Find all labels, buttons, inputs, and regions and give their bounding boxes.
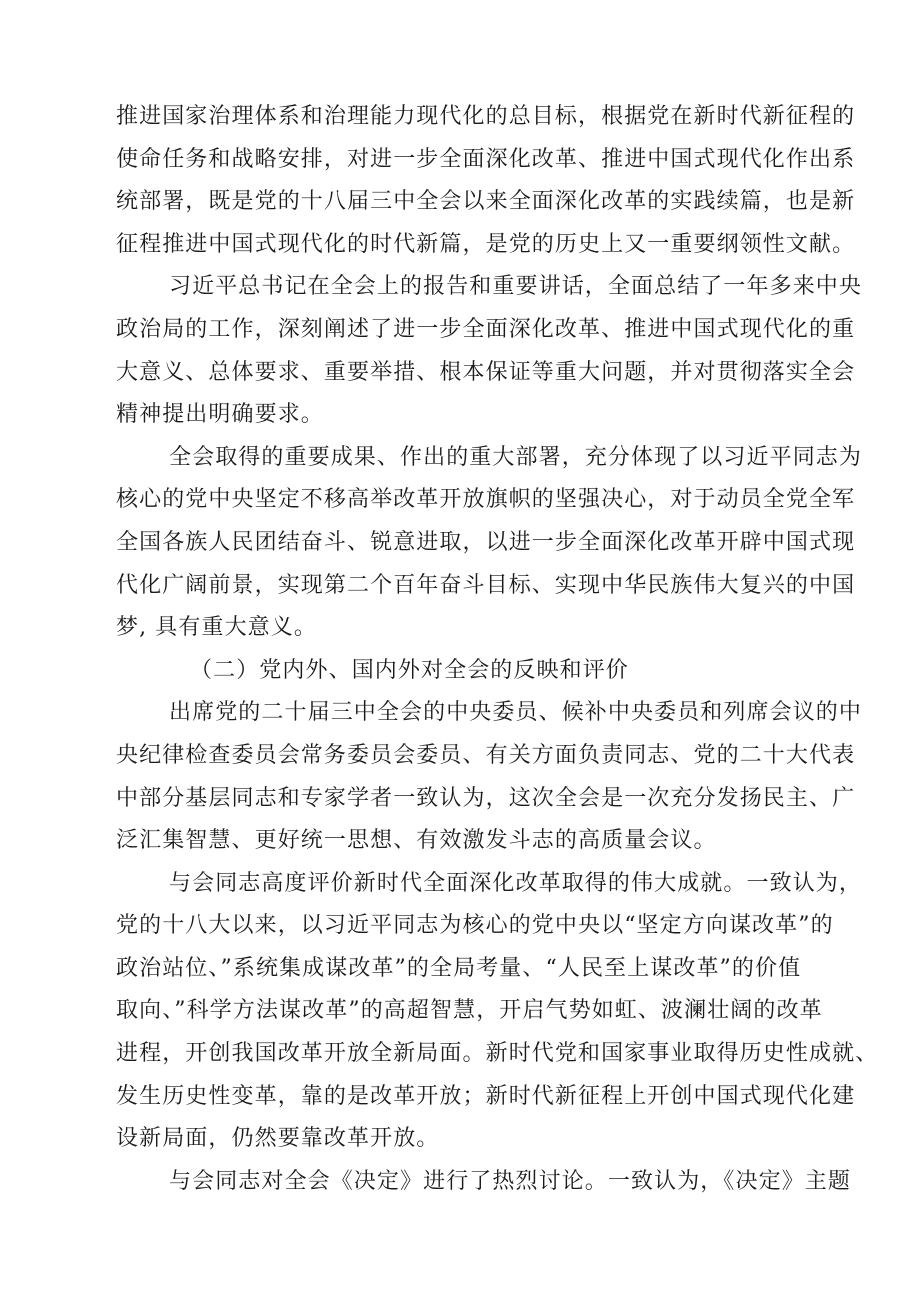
text-line: 进程，开创我国改革开放全新局面。新时代党和国家事业取得历史性成就、: [116, 1041, 879, 1067]
text-line: 推进国家治理体系和治理能力现代化的总目标，根据党在新时代新征程的: [116, 104, 856, 129]
text-line: 设新局面，仍然要靠改革开放。: [116, 1126, 440, 1152]
text-line: 使命任务和战略安排，对进一步全面深化改革、推进中国式现代化作出系: [116, 146, 856, 172]
text-line: 发生历史性变革，靠的是改革开放；新时代新征程上开创中国式现代化建: [116, 1083, 856, 1109]
text-line: 精神提出明确要求。: [116, 402, 324, 428]
text-line: 代化广阔前景，实现第二个百年奋斗目标、实现中华民族伟大复兴的中国: [116, 572, 856, 598]
text-line: 中部分基层同志和专家学者一致认为，这次全会是一次充分发扬民主、广: [116, 785, 856, 811]
text-line: 习近平总书记在全会上的报告和重要讲话，全面总结了一年多来中央: [169, 274, 863, 300]
text-line: 征程推进中国式现代化的时代新篇，是党的历史上又一重要纲领性文献。: [116, 231, 856, 257]
text-line: 泛汇集智慧、更好统一思想、有效激发斗志的高质量会议。: [116, 828, 717, 854]
section-heading: （二）党内外、国内外对全会的反映和评价: [190, 657, 629, 683]
text-line: 党的十八大以来，以习近平同志为核心的党中央以“坚定方向谋改革”的: [116, 913, 834, 939]
text-line: 与会同志高度评价新时代全面深化改革取得的伟大成就。一致认为，: [169, 870, 863, 896]
text-line: 大意义、总体要求、重要举措、根本保证等重大问题，并对贯彻落实全会: [116, 359, 856, 385]
text-line: 全国各族人民团结奋斗、锐意进取，以进一步全面深化改革开辟中国式现: [116, 529, 856, 555]
text-line: 政治局的工作，深刻阐述了进一步全面深化改革、推进中国式现代化的重: [116, 316, 856, 342]
text-line: 统部署，既是党的十八届三中全会以来全面深化改革的实践续篇，也是新: [116, 189, 856, 215]
text-line: 全会取得的重要成果、作出的重大部署，充分体现了以习近平同志为: [169, 444, 863, 470]
text-line: 与会同志对全会《决定》进行了热烈讨论。一致认为，《决定》主题: [169, 1168, 852, 1194]
text-line: 梦, 具有重大意义。: [116, 615, 317, 641]
text-line: 取向、”科学方法谋改革”的高超智慧，开启气势如虹、波澜壮阔的改革: [116, 998, 823, 1024]
text-line: 央纪律检查委员会常务委员会委员、有关方面负责同志、党的二十大代表: [116, 742, 856, 768]
text-line: 出席党的二十届三中全会的中央委员、候补中央委员和列席会议的中: [169, 700, 863, 726]
document-body: [116, 96, 879, 1203]
text-line: 政治站位、”系统集成谋改革”的全局考量、“人民至上谋改革”的价值: [116, 955, 802, 981]
text-line: 核心的党中央坚定不移高举改革开放旗帜的坚强决心，对于动员全党全军: [116, 487, 856, 513]
